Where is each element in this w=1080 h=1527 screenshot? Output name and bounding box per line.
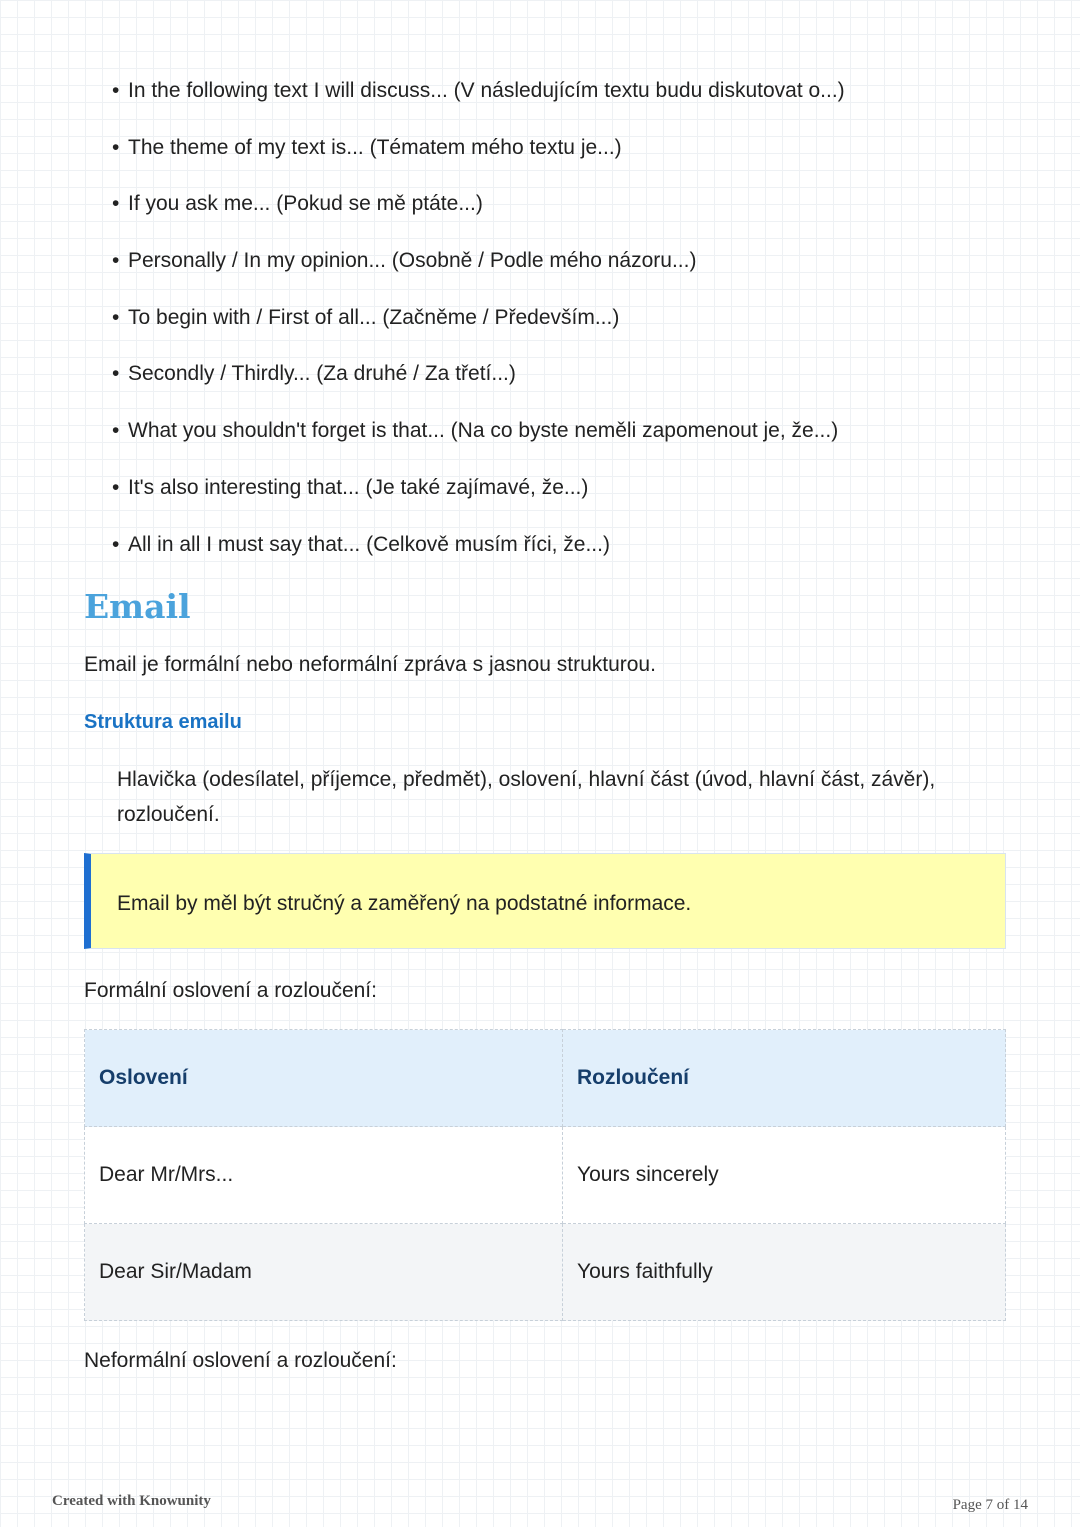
bullet-icon: • bbox=[112, 79, 120, 102]
informal-salutation-label: Neformální oslovení a rozloučení: bbox=[84, 1349, 397, 1372]
list-item bbox=[112, 471, 845, 528]
phrase-text: What you shouldn't forget is that... (Na co byste neměli zapomenout je, že...) bbox=[128, 419, 839, 443]
structure-description: Hlavička (odesílatel, příjemce, předmět), oslovení, hlavní část (úvod, hlavní část, závěr), rozloučení. bbox=[117, 768, 936, 826]
phrase-text: All in all I must say that... (Celkově musím říci, že...) bbox=[128, 532, 610, 556]
email-section-heading: Email bbox=[84, 587, 191, 626]
list-item bbox=[112, 187, 845, 244]
table-cell: Dear Sir/Madam bbox=[85, 1224, 563, 1321]
table-cell: Dear Mr/Mrs... bbox=[85, 1127, 563, 1224]
column-header-closing: Rozloučení bbox=[563, 1030, 1006, 1127]
phrase-text: It's also interesting that... (Je také zajímavé, že...) bbox=[128, 475, 589, 499]
list-item bbox=[112, 74, 845, 131]
column-header-salutation: Oslovení bbox=[85, 1030, 563, 1127]
phrase-text: The theme of my text is... (Tématem mého textu je...) bbox=[128, 135, 622, 159]
bullet-icon: • bbox=[112, 532, 120, 556]
table-header-row bbox=[85, 1030, 1006, 1127]
list-item bbox=[112, 131, 845, 188]
list-item bbox=[112, 357, 845, 414]
phrase-text: Secondly / Thirdly... (Za druhé / Za třetí...) bbox=[128, 362, 516, 386]
table-cell: Yours faithfully bbox=[563, 1224, 1006, 1321]
phrase-text: Personally / In my opinion... (Osobně / Podle mého názoru...) bbox=[128, 249, 697, 273]
bullet-icon: • bbox=[112, 135, 120, 159]
table-cell: Yours sincerely bbox=[563, 1127, 1006, 1224]
structure-subheading: Struktura emailu bbox=[84, 711, 242, 733]
table-row bbox=[85, 1127, 1006, 1224]
list-item bbox=[112, 528, 845, 585]
table-row bbox=[85, 1224, 1006, 1321]
list-item bbox=[112, 414, 845, 471]
page-number: Page 7 of 14 bbox=[952, 1497, 1028, 1513]
email-intro-text: Email je formální nebo neformální zpráva s jasnou strukturou. bbox=[84, 653, 656, 676]
phrase-text: If you ask me... (Pokud se mě ptáte...) bbox=[128, 192, 483, 216]
phrase-text: In the following text I will discuss... (V následujícím textu budu diskutovat o...) bbox=[128, 79, 845, 102]
list-item bbox=[112, 301, 845, 358]
bullet-icon: • bbox=[112, 305, 120, 329]
bullet-icon: • bbox=[112, 249, 120, 273]
footer-credit: Created with Knowunity bbox=[52, 1493, 211, 1509]
formal-salutation-label: Formální oslovení a rozloučení: bbox=[84, 979, 377, 1002]
bullet-icon: • bbox=[112, 192, 120, 216]
phrase-list bbox=[112, 74, 845, 584]
highlight-note-text: Email by měl být stručný a zaměřený na podstatné informace. bbox=[117, 892, 692, 915]
bullet-icon: • bbox=[112, 475, 120, 499]
salutation-table bbox=[84, 1029, 1006, 1321]
highlight-note bbox=[84, 853, 1006, 949]
phrase-text: To begin with / First of all... (Začněme / Především...) bbox=[128, 305, 620, 329]
bullet-icon: • bbox=[112, 419, 120, 443]
bullet-icon: • bbox=[112, 362, 120, 386]
list-item bbox=[112, 244, 845, 301]
